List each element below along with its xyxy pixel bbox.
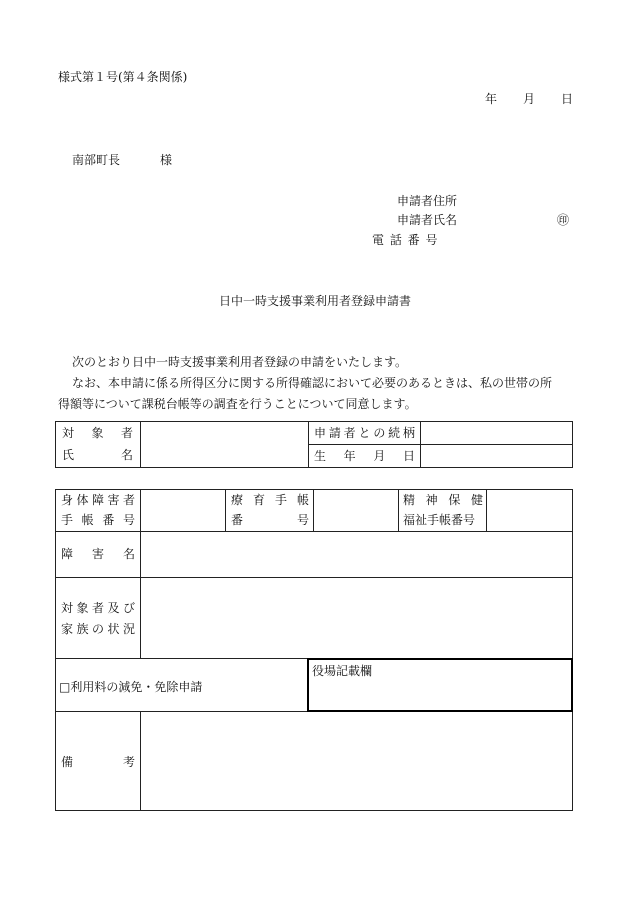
birth-date-label: 生 年 月 日 — [314, 449, 415, 463]
subject-name-field[interactable] — [141, 422, 307, 467]
applicant-phone-label: 電 話 番 号 — [372, 233, 439, 247]
form-number: 様式第１号(第４条関係) — [58, 70, 188, 84]
family-status-label-1: 対 象 者 及 び — [61, 601, 135, 615]
subject-label-1: 対 象 者 — [62, 426, 133, 440]
addressee-name: 南部町長 — [72, 153, 121, 167]
date-day-label: 日 — [561, 92, 574, 106]
fee-exemption-checkbox[interactable]: □利用料の減免・免除申請 — [59, 680, 203, 694]
ryoiku-label-2: 番 号 — [231, 513, 309, 527]
disability-name-label: 障 害 名 — [61, 547, 135, 561]
birth-date-field[interactable] — [421, 445, 571, 467]
document-title: 日中一時支援事業利用者登録申請書 — [218, 294, 411, 308]
physical-disability-label-2: 手 帳 番 号 — [61, 513, 135, 527]
date-month-label: 月 — [523, 92, 536, 106]
mental-health-number-field[interactable] — [487, 490, 571, 531]
mental-health-label-2: 福祉手帳番号 — [403, 513, 476, 527]
relation-label: 申 請 者 と の 続 柄 — [314, 426, 415, 440]
body-paragraph-1: 次のとおり日中一時支援事業利用者登録の申請をいたします。 — [72, 355, 408, 369]
subject-label-2: 氏 名 — [62, 448, 133, 462]
physical-disability-number-field[interactable] — [141, 490, 224, 531]
physical-disability-label-1: 身 体 障 害 者 — [61, 493, 135, 507]
addressee-honorific: 様 — [160, 153, 173, 167]
ryoiku-label-1: 療 育 手 帳 — [231, 493, 309, 507]
seal-mark: ㊞ — [557, 213, 570, 227]
applicant-name-label: 申請者氏名 — [397, 213, 458, 227]
office-use-label: 役場記載欄 — [312, 664, 373, 678]
body-paragraph-2a: なお、本申請に係る所得区分に関する所得確認において必要のあるときは、私の世帯の所 — [72, 376, 553, 390]
disability-name-field[interactable] — [141, 532, 571, 577]
remarks-field[interactable] — [141, 712, 571, 810]
date-year-label: 年 — [485, 92, 498, 106]
mental-health-label-1: 精 神 保 健 — [403, 493, 483, 507]
relation-field[interactable] — [421, 422, 571, 444]
remarks-label: 備 考 — [61, 755, 135, 769]
ryoiku-number-field[interactable] — [314, 490, 397, 531]
applicant-address-label: 申請者住所 — [397, 194, 458, 208]
family-status-field[interactable] — [141, 578, 571, 658]
body-paragraph-2b: 得額等について課税台帳等の調査を行うことについて同意します。 — [58, 397, 417, 411]
family-status-label-2: 家 族 の 状 況 — [61, 622, 135, 636]
